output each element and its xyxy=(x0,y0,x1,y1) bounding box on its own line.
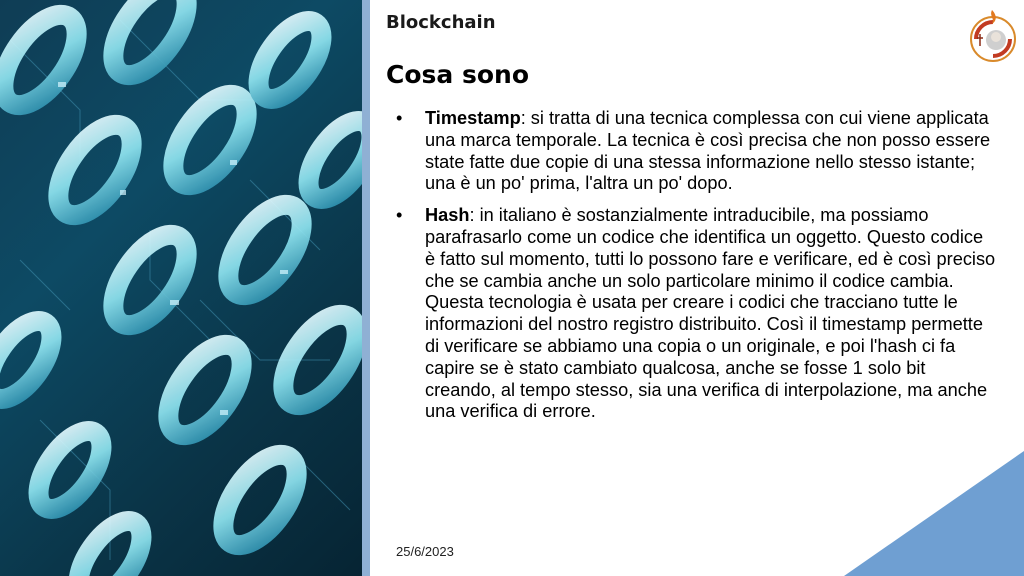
corner-triangle xyxy=(844,451,1024,576)
institution-logo-icon xyxy=(968,6,1018,64)
slide-title: Cosa sono xyxy=(386,60,530,89)
section-title: Blockchain xyxy=(386,12,496,33)
bullet-list xyxy=(396,108,996,433)
bullet-dot-icon: • xyxy=(396,108,403,128)
bullet-text: : si tratta di una tecnica complessa con cui viene applicata una marca temporale. La tecnica è così precisa che non posso essere state fatte due copie di una stessa informazione nello stesso istante; una è un po' prima, l'altra un po' dopo. xyxy=(425,108,991,194)
list-item xyxy=(396,108,996,195)
bullet-dot-icon: • xyxy=(396,205,403,226)
bullet-term: Hash xyxy=(425,205,470,226)
list-item xyxy=(396,205,996,423)
blockchain-chain-image xyxy=(0,0,362,576)
bullet-term: Timestamp xyxy=(425,108,521,128)
accent-stripe xyxy=(362,0,370,576)
footer-date: 25/6/2023 xyxy=(396,544,454,559)
bullet-text: : in italiano è sostanzialmente intraducibile, ma possiamo parafrasarlo come un codice che identifica un oggetto. Questo codice è fatto sul momento, tutti lo possono fare e verificare, ed è così preciso che se cambia anche un solo particolare minimo il codice cambia. Questa tecnologia è usata per creare i codici che tracciano tutte le informazioni del nostro registro distribuito. Così il timestamp permette di verificare se abbiamo una copia o un originale, e poi l'hash ci fa capire se è stato cambiato qualcosa, anche se fosse 1 solo bit creando, al tempo stesso, sia una verifica di interpolazione, ma anche una verifica di errore. xyxy=(425,205,996,422)
